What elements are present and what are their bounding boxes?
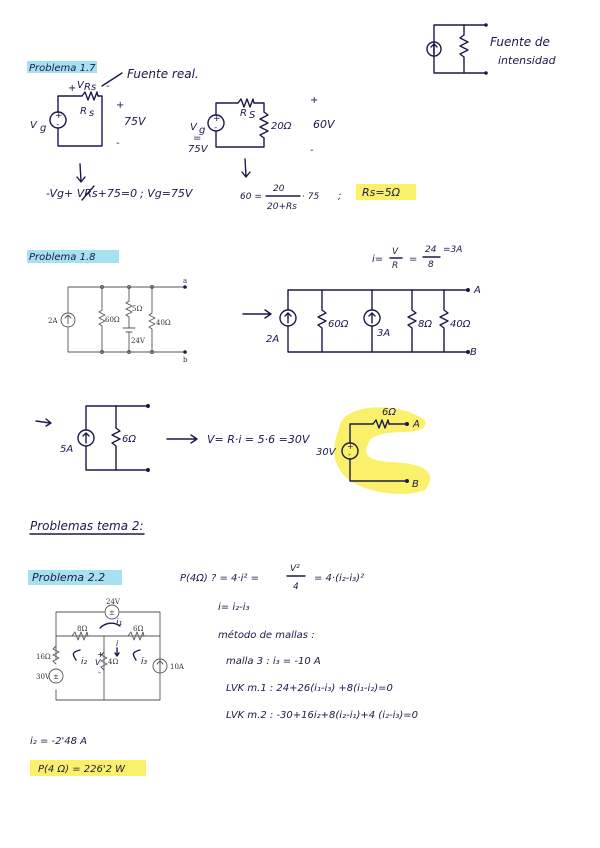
svg-text:-: - [56, 120, 60, 130]
thevenin-node-b: B [412, 479, 419, 490]
printed-6ohm: 6Ω [133, 625, 144, 633]
i2-result: i₂ = -2'48 A [30, 736, 87, 747]
printed-4ohm: 4Ω [108, 658, 119, 666]
answer-power: P(4 Ω) = 226'2 W [38, 764, 126, 775]
printed-30v: 30V [36, 673, 50, 681]
thevenin-30v: 30V [316, 447, 336, 458]
printed-2a: 2A [48, 317, 58, 325]
redrawn-node-b: B [470, 347, 477, 358]
label-75v-a: 75V [124, 115, 146, 128]
printed-24v-2-2: 24V [106, 598, 120, 606]
heading-problema-1-7: Problema 1.7 [29, 63, 96, 74]
circuit-1-7-b [208, 99, 268, 147]
minus-75v-a: - [116, 138, 120, 149]
power-frac-den: 4 [293, 582, 299, 592]
svg-text:±: ± [53, 673, 59, 681]
branch-i-label: i [116, 639, 119, 648]
label-60v: 60V [313, 118, 335, 131]
svg-text:±: ± [109, 609, 115, 617]
svg-text:-: - [348, 450, 351, 459]
divider-lhs: 60 = [240, 192, 262, 202]
redrawn-8ohm: 8Ω [418, 319, 433, 330]
mesh-label-i2: i₂ [81, 657, 88, 667]
heading-problema-2-2: Problema 2.2 [32, 571, 106, 584]
kvl-result: ; Vg=75V [140, 187, 193, 200]
equals-sign-b: = [193, 133, 202, 144]
plus-60v-b: + [310, 95, 319, 106]
divider-num: 20 [273, 184, 285, 194]
voltage-v-label: V [95, 658, 101, 667]
source-label-line2: intensidad [498, 54, 556, 67]
label-vg-a-sub: g [40, 123, 47, 134]
label-rs-a-sub: s [89, 108, 95, 119]
redrawn-3a: 3A [377, 328, 391, 339]
divider-factor: · 75 [302, 192, 320, 202]
divider-sep: ; [338, 191, 342, 202]
ieq-eq: = [409, 254, 418, 265]
source-label-line1: Fuente de [490, 35, 550, 49]
printed-10a: 10A [170, 663, 184, 671]
norton-circuit [78, 404, 150, 472]
arrow-to-redrawn [243, 310, 271, 318]
minus-1-7-vrs: - [106, 81, 110, 92]
method-text: método de mallas : [218, 630, 315, 641]
ieq-f2-den: 8 [428, 260, 434, 270]
circuit-1-7-a [50, 92, 102, 146]
ieq-f1-num: V [392, 247, 399, 257]
arrow-down-b [242, 159, 250, 177]
minus-60v-b: - [310, 145, 314, 156]
annotation-fuente-real: Fuente real. [127, 67, 199, 81]
divider-den: 20+Rs [267, 202, 297, 212]
label-vg-b: V [190, 122, 197, 133]
printed-40ohm: 40Ω [156, 319, 171, 327]
label-vg-a: V [30, 120, 37, 131]
power-eq-start: P(4Ω) ? = 4·i² = [180, 573, 259, 584]
mesh-label-i3: i₃ [141, 657, 148, 667]
lvk-m2: LVK m.2 : -30+16i₂+8(i₂-i₁)+4 (i₂-i₃)=0 [226, 710, 419, 721]
voltage-plus: + [97, 650, 104, 659]
svg-text:+: + [347, 442, 354, 451]
thevenin-6ohm: 6Ω [382, 407, 397, 418]
norton-6ohm: 6Ω [122, 434, 137, 445]
printed-24v: 24V [131, 337, 145, 345]
label-vrs-sub: Rs [84, 82, 97, 93]
answer-rs: Rs=5Ω [362, 186, 400, 199]
printed-circuit-2-2 [49, 605, 167, 700]
svg-text:-: - [214, 123, 218, 133]
printed-5ohm: 5Ω [132, 305, 143, 313]
arrow-to-voltage-eq [167, 435, 197, 443]
power-frac-num: V² [290, 564, 300, 574]
printed-8ohm: 8Ω [77, 625, 88, 633]
printed-node-b: b [183, 356, 188, 364]
mesh-3: malla 3 : i₃ = -10 A [226, 656, 321, 667]
annotation-arrow [102, 73, 122, 86]
label-20ohm: 20Ω [271, 121, 292, 132]
plus-1-7-vrs: + [68, 83, 77, 94]
ieq-f2-num: 24 [425, 245, 437, 255]
svg-text:+: + [213, 114, 221, 124]
lvk-m1: LVK m.1 : 24+26(i₁-i₃) +8(i₁-i₂)=0 [226, 683, 393, 694]
arrow-to-norton [36, 419, 51, 426]
label-75v-b: 75V [188, 144, 208, 155]
printed-16ohm: 16Ω [36, 653, 51, 661]
redrawn-node-a: A [474, 285, 481, 296]
ieq-lhs: i= [372, 254, 384, 265]
printed-node-a: a [183, 277, 188, 285]
label-rs-b: R [240, 108, 247, 119]
ieq-result: =3A [443, 245, 463, 255]
power-eq-end: = 4·(i₂-i₃)² [314, 573, 365, 584]
norton-5a: 5A [60, 444, 74, 455]
label-vrs: V [77, 80, 84, 91]
redrawn-40ohm: 40Ω [450, 319, 471, 330]
plus-75v-a: + [116, 100, 125, 111]
mesh-label-i1: i₁ [116, 618, 123, 628]
heading-tema-2: Problemas tema 2: [30, 519, 144, 533]
arrow-down-a [77, 164, 85, 182]
printed-60ohm: 60Ω [105, 316, 120, 324]
ieq-f1-den: R [392, 261, 399, 271]
label-rs-a: R [80, 106, 87, 117]
thevenin-node-a: A [413, 419, 420, 430]
voltage-eq: V= R·i = 5·6 =30V [207, 433, 310, 446]
svg-text:+: + [55, 111, 63, 121]
redrawn-60ohm: 60Ω [328, 319, 349, 330]
label-vg-b-sub: g [199, 125, 206, 136]
heading-problema-1-8: Problema 1.8 [29, 252, 96, 263]
kvl-equation: -Vg+ VRs+75=0 [46, 187, 138, 200]
label-rs-b-sub: S [249, 110, 256, 121]
current-source-diagram [427, 23, 488, 75]
redrawn-circuit-1-8 [280, 288, 470, 354]
current-rel: i= i₂-i₃ [218, 602, 250, 613]
redrawn-2a: 2A [266, 334, 280, 345]
voltage-minus: - [98, 668, 101, 677]
